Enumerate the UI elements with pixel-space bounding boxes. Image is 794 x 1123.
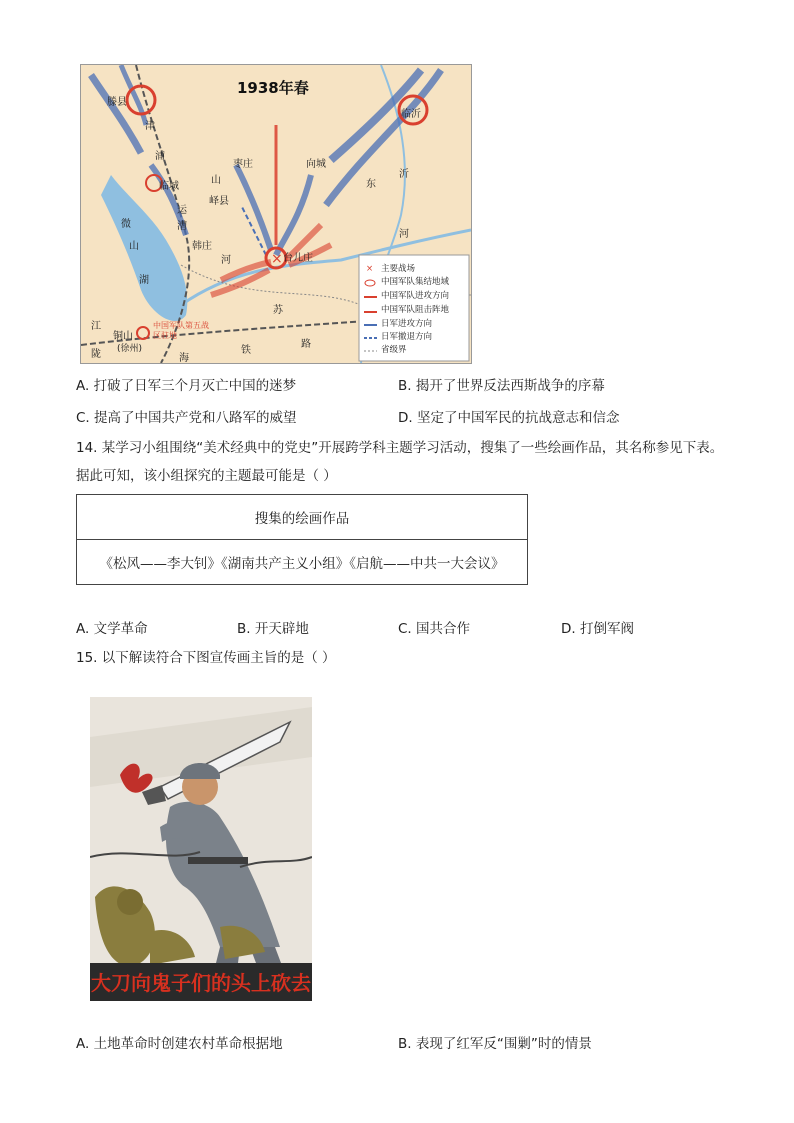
label-jiang: 江 — [91, 321, 101, 332]
label-shan: 山 — [211, 175, 221, 186]
legend-japan-attack: 日军进攻方向 — [381, 319, 433, 329]
svg-text:×: × — [271, 251, 283, 267]
legend-japan-retreat: 日军撤退方向 — [381, 332, 433, 342]
place-taierzhuang: 台儿庄 — [283, 253, 313, 264]
place-xiangcheng: 向城 — [306, 159, 326, 170]
label-yun: 运 — [177, 205, 187, 216]
q13-option-b[interactable]: B. 揭开了世界反法西斯战争的序幕 — [398, 378, 605, 394]
label-he2: 河 — [221, 255, 231, 266]
q14-painting-table — [76, 494, 528, 585]
label-cao: 漕 — [177, 221, 187, 232]
q15-option-a[interactable]: A. 土地革命时创建农村革命根据地 — [76, 1036, 283, 1052]
label-su: 苏 — [273, 305, 283, 316]
q13-option-a[interactable]: A. 打破了日军三个月灭亡中国的迷梦 — [76, 378, 297, 394]
poster-caption: 大刀向鬼子们的头上砍去 — [91, 971, 311, 995]
label-hu: 湖 — [139, 275, 149, 286]
place-tongshan: 铜山 — [113, 331, 133, 342]
legend-assembly: 中国军队集结地域 — [381, 277, 450, 287]
q14-option-a[interactable]: A. 文学革命 — [76, 621, 148, 637]
label-dong: 东 — [366, 179, 376, 190]
label-tie: 铁 — [241, 345, 251, 356]
legend-province-border: 省级界 — [381, 345, 407, 355]
label-jin: 津 — [145, 121, 155, 132]
place-zaozhuang: 枣庄 — [233, 159, 253, 170]
label-yi: 沂 — [399, 169, 409, 180]
label-pu: 浦 — [155, 151, 165, 162]
legend-china-attack: 中国军队进攻方向 — [381, 291, 450, 301]
place-yixian: 峄县 — [209, 196, 229, 207]
q15-option-b[interactable]: B. 表现了红军反“围剿”时的情景 — [398, 1036, 592, 1052]
place-tengxian: 滕县 — [107, 97, 127, 108]
label-shan2: 山 — [129, 241, 139, 252]
label-he1: 河 — [399, 229, 409, 240]
place-lincheng: 临城 — [159, 181, 179, 192]
q13-option-d[interactable]: D. 坚定了中国军民的抗战意志和信念 — [398, 410, 620, 426]
place-hanzhuang: 韩庄 — [192, 241, 212, 252]
q14-option-b[interactable]: B. 开天辟地 — [237, 621, 309, 637]
label-hai: 海 — [179, 353, 189, 364]
label-long: 陇 — [91, 349, 101, 360]
place-linyi: 临沂 — [401, 109, 421, 120]
q14-option-c[interactable]: C. 国共合作 — [398, 621, 471, 637]
label-lu: 路 — [301, 339, 311, 350]
q14-stem: 14. 某学习小组围绕“美术经典中的党史”开展跨学科主题学习活动，搜集了一些绘画作品，其名称参见下表。据此可知，该小组探究的主题最可能是（ ） — [76, 440, 724, 484]
legend-china-block: 中国军队阻击阵地 — [381, 305, 450, 315]
place-xuzhou: (徐州) — [117, 344, 143, 354]
label-wei: 微 — [121, 219, 131, 230]
q14-option-d[interactable]: D. 打倒军阀 — [561, 621, 634, 637]
taierzhuang-battle-map — [80, 64, 472, 364]
legend-battlefield: 主要战场 — [381, 264, 416, 274]
q13-option-c[interactable]: C. 提高了中国共产党和八路军的威望 — [76, 410, 297, 426]
map-title: 1938年春 — [237, 79, 309, 97]
place-hq: 中国军队第五战区驻地 — [153, 321, 209, 340]
q15-stem: 15. 以下解读符合下图宣传画主旨的是（ ） — [76, 650, 336, 666]
svg-text:×: × — [366, 264, 374, 274]
table-header: 搜集的绘画作品 — [77, 495, 528, 540]
table-row: 《松风——李大钊》《湖南共产主义小组》《启航——中共一大会议》 — [77, 540, 528, 585]
propaganda-poster — [90, 697, 312, 1001]
